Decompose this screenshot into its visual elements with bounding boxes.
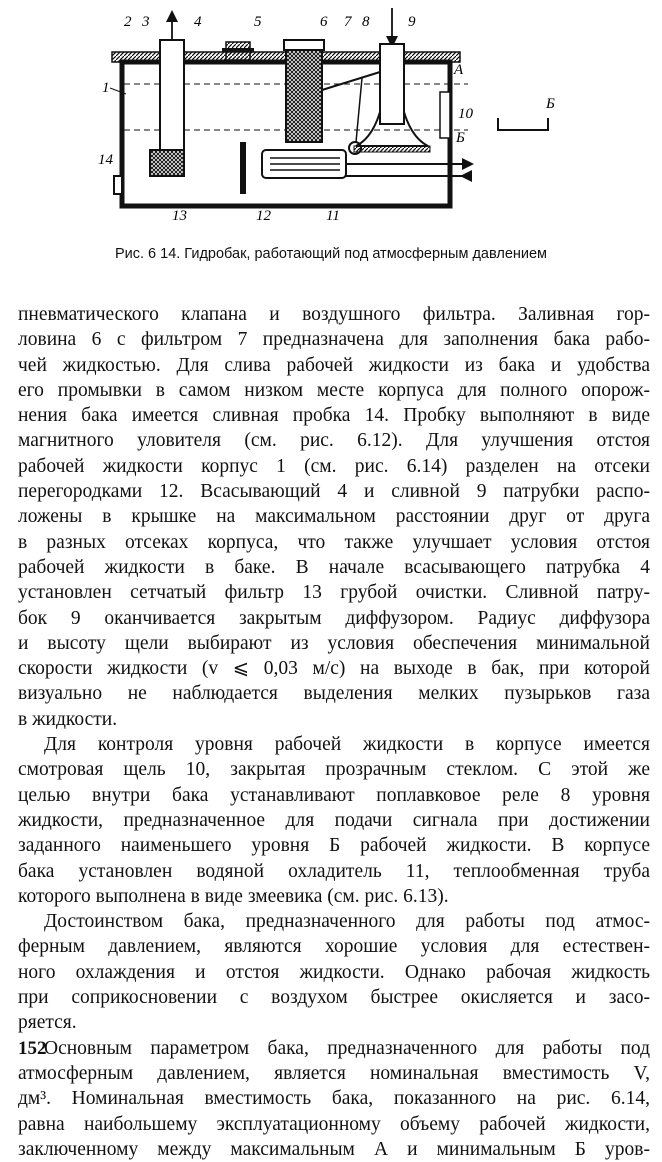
text-line: магнитного уловителя (см. рис. 6.12). Для улучшения отстоя bbox=[18, 430, 650, 452]
text-line: скорости жидкости (v ⩽ 0,03 м/с) на выходе в бак, при которой bbox=[18, 658, 650, 680]
level-label-max: А bbox=[454, 62, 464, 78]
label-11: 11 bbox=[326, 208, 340, 224]
label-2: 2 bbox=[124, 14, 132, 30]
label-1: 1 bbox=[102, 80, 110, 96]
label-13: 13 bbox=[172, 208, 187, 224]
text-line: ряется. bbox=[18, 1012, 77, 1034]
label-4: 4 bbox=[194, 14, 202, 30]
text-line: бака установлен водяной охладитель 11, теплообменная труба bbox=[18, 860, 650, 882]
text-line: нения бака имеется сливная пробка 14. Пробку выполняют в виде bbox=[18, 405, 650, 427]
float-relay-rod bbox=[322, 72, 380, 90]
label-3: 3 bbox=[142, 14, 150, 30]
suction-pipe bbox=[160, 40, 184, 152]
sight-slot bbox=[440, 92, 450, 138]
text-line: в разных отсеках корпуса, что также улучшает условия отстоя bbox=[18, 531, 650, 553]
drain-plug bbox=[114, 176, 122, 194]
text-line: пневматического клапана и воздушного фильтра. Заливная гор- bbox=[18, 304, 650, 325]
text-line: при соприкосновении с воздухом быстрее окисляется и засо- bbox=[18, 987, 650, 1009]
text-line: ложены в крышке на максимальном расстоянии друг от друга bbox=[18, 506, 650, 528]
text-line: рабочей жидкости корпус 1 (см. рис. 6.14) разделен на отсеки bbox=[18, 455, 650, 477]
text-line: его промывки в самом низком месте корпуса для полного опорож- bbox=[18, 379, 650, 401]
text-line: ного охлаждения и отстоя жидкости. Однако рабочая жидкость bbox=[18, 961, 650, 983]
drain-pipe bbox=[380, 44, 404, 124]
label-12: 12 bbox=[256, 208, 271, 224]
text-line: целью внутри бака устанавливают поплавковое реле 8 уровня bbox=[18, 784, 650, 806]
label-6: 6 bbox=[320, 14, 328, 30]
tank-diagram-figure bbox=[0, 0, 662, 240]
filling-neck bbox=[284, 40, 324, 50]
text-line: заданного наименьшего уровня Б рабочей жидкости. В корпусе bbox=[18, 835, 650, 857]
body-text bbox=[18, 302, 650, 1162]
text-line: Основным параметром бака, предназначенного для работы под bbox=[44, 1037, 650, 1059]
text-line: визуально не наблюдается выделения мелких пузырьков газа bbox=[18, 683, 650, 705]
label-5: 5 bbox=[254, 14, 262, 30]
text-line: ферным давлением, являются хорошие условия для естествен- bbox=[18, 936, 650, 958]
text-line: которого выполнена в виде змеевика (см. рис. 6.13). bbox=[18, 885, 449, 907]
text-line: Достоинством бака, предназначенного для работы под атмос- bbox=[44, 911, 650, 933]
text-line: рабочей жидкости в баке. В начале всасывающего патрубка 4 bbox=[18, 556, 650, 578]
text-line: в жидкости. bbox=[18, 708, 118, 730]
text-line: установлен сетчатый фильтр 13 грубой очистки. Сливной патру- bbox=[18, 582, 650, 604]
text-line: и высоту щели выбирают из условия обеспечения минимальной bbox=[18, 632, 650, 654]
text-line: Для контроля уровня рабочей жидкости в корпусе имеется bbox=[44, 734, 650, 756]
text-line: чей жидкостью. Для слива рабочей жидкости из бака и удобства bbox=[18, 354, 650, 376]
text-line: бок 9 оканчивается закрытым диффузором. Радиус диффузора bbox=[18, 607, 650, 629]
section-mark-label: Б bbox=[546, 96, 555, 112]
label-9: 9 bbox=[408, 14, 416, 30]
section-mark bbox=[498, 118, 548, 130]
page-number: 152 bbox=[18, 1038, 47, 1059]
text-line: атмосферным давлением, является номинальная вместимость V, bbox=[18, 1062, 650, 1084]
text-line: дм³. Номинальная вместимость бака, показанного на рис. 6.14, bbox=[18, 1088, 650, 1110]
text-line: ловина 6 с фильтром 7 предназначена для заполнения бака рабо- bbox=[18, 329, 650, 351]
label-14: 14 bbox=[98, 152, 113, 168]
level-label-min: Б bbox=[456, 130, 465, 146]
text-line: заключенному между максимальным А и минимальным Б уров- bbox=[18, 1138, 650, 1160]
label-10: 10 bbox=[458, 106, 473, 122]
label-8: 8 bbox=[362, 14, 370, 30]
partition bbox=[240, 142, 246, 194]
figure-caption: Рис. 6 14. Гидробак, работающий под атмосферным давлением bbox=[114, 246, 548, 262]
text-line: равна наибольшему эксплуатационному объему рабочей жидкости, bbox=[18, 1113, 650, 1135]
text-line: перегородками 12. Всасывающий 4 и сливной 9 патрубки распо- bbox=[18, 481, 650, 503]
coarse-filter bbox=[150, 150, 184, 176]
label-7: 7 bbox=[344, 14, 352, 30]
text-line: смотровая щель 10, закрытая прозрачным стеклом. С этой же bbox=[18, 759, 650, 781]
text-line: жидкости, предназначенное для подачи сигнала при достижении bbox=[18, 809, 650, 831]
filler-filter bbox=[286, 50, 322, 142]
